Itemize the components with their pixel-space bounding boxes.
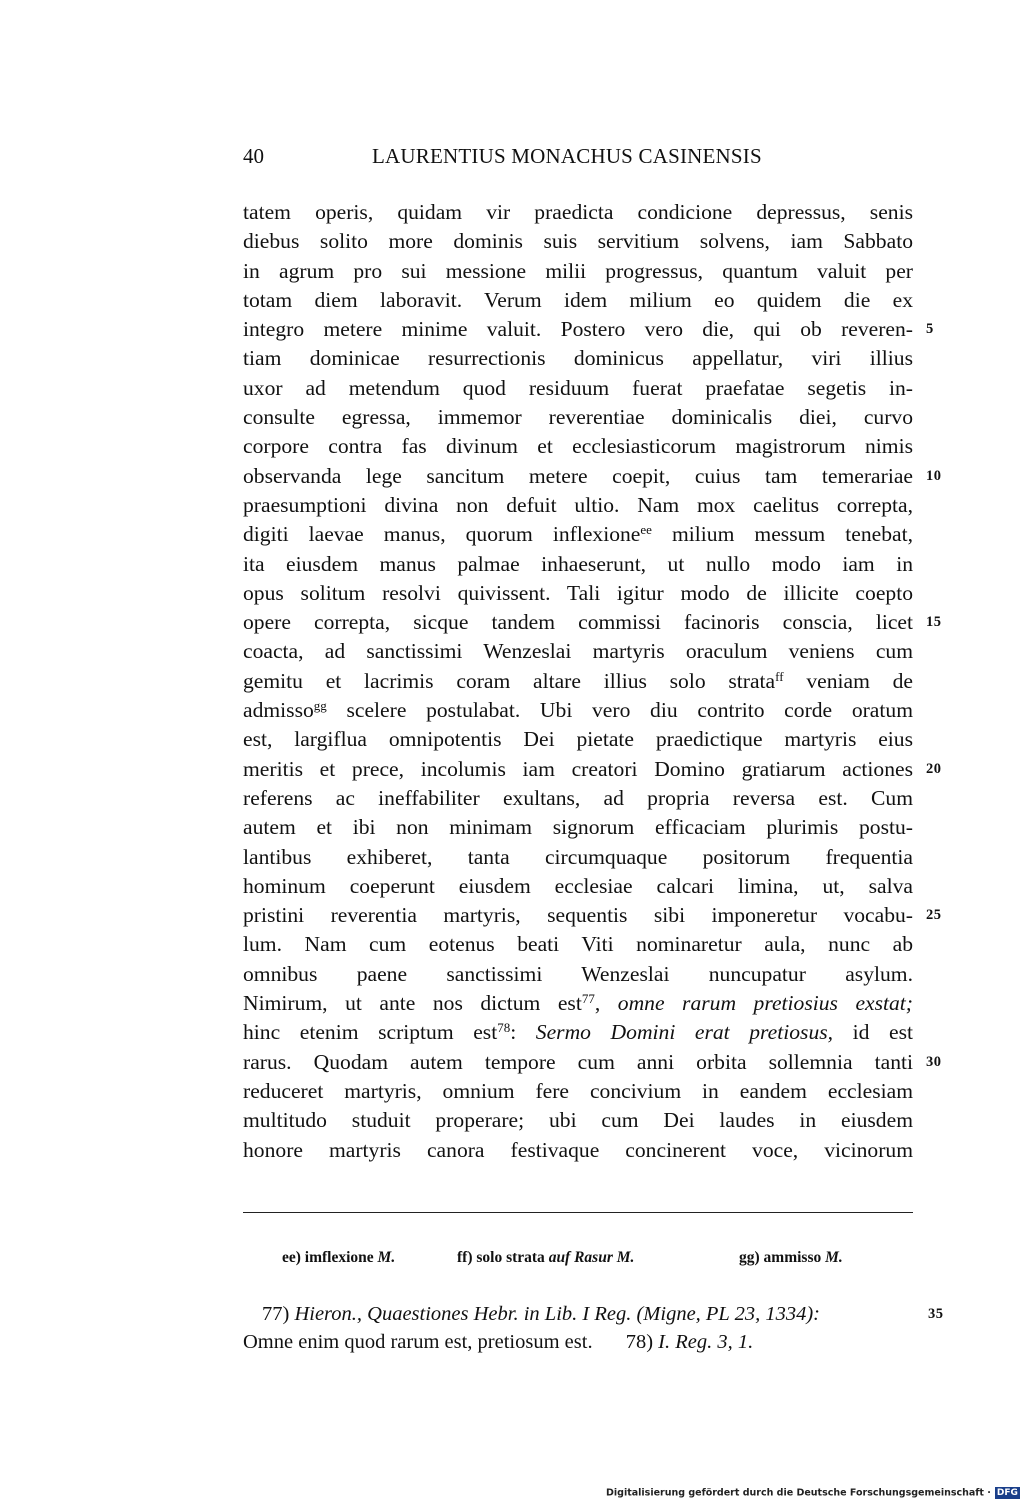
text-line-content: corpore contra fas divinum et ecclesiasticorum magistrorum nimis	[243, 434, 913, 459]
text-line	[243, 608, 942, 637]
text-line	[243, 491, 913, 520]
dfg-logo: DFG	[996, 1488, 1018, 1498]
text-line	[243, 462, 942, 491]
text-line-content: diebus solito more dominis suis servitium solvens, iam Sabbato	[243, 229, 913, 254]
line-number-5: 5	[926, 321, 934, 338]
apparatus-note-ff-text: ff) solo strata	[457, 1249, 545, 1266]
text-line-content: autem et ibi non minimam signorum efficaciam plurimis postu-	[243, 815, 913, 840]
text-line-content: admisso$^{gg}$ scelere postulabat. Ubi vero diu contrito corde oratum	[243, 698, 913, 723]
line-number-30: 30	[926, 1053, 942, 1070]
footnote-divider	[243, 1212, 913, 1213]
text-line	[243, 930, 913, 959]
text-line-content: lum. Nam cum eotenus beati Viti nominaretur aula, nunc ab	[243, 932, 913, 957]
line-number-10: 10	[926, 467, 942, 484]
apparatus-note-ee	[282, 1249, 395, 1267]
text-line-content: integro metere minime valuit. Postero vero die, qui ob reveren-	[243, 317, 913, 342]
text-line	[243, 520, 913, 549]
source-note-77-quote: Omne enim quod rarum est, pretiosum est.	[243, 1331, 593, 1353]
source-note-78-citation: I. Reg. 3, 1.	[658, 1331, 754, 1353]
source-note-77-continued	[243, 1328, 943, 1356]
text-line	[243, 1018, 913, 1047]
text-line-content: coacta, ad sanctissimi Wenzeslai martyris oraculum veniens cum	[243, 639, 913, 664]
text-line	[243, 843, 913, 872]
apparatus-note-ee-siglum: M.	[377, 1249, 396, 1266]
text-line-content: hominum coeperunt eiusdem ecclesiae calcari limina, ut, salva	[243, 873, 913, 898]
source-note-77-citation: Hieron., Quaestiones Hebr. in Lib. I Reg. (Migne, PL 23, 1334):	[294, 1303, 820, 1325]
text-line	[243, 550, 913, 579]
text-line	[243, 1136, 913, 1165]
text-line-content: lantibus exhiberet, tanta circumquaque positorum frequentia	[243, 844, 913, 869]
main-text	[243, 198, 942, 1165]
text-line-content: totam diem laboravit. Verum idem milium eo quidem die ex	[243, 287, 913, 312]
text-line	[243, 257, 913, 286]
text-line-content: in agrum pro sui messione milii progressus, quantum valuit per	[243, 258, 913, 283]
text-line-content: ita eiusdem manus palmae inhaeserunt, ut nullo modo iam in	[243, 551, 913, 576]
text-line	[243, 872, 913, 901]
text-line	[243, 725, 913, 754]
text-line	[243, 784, 913, 813]
text-line-content: honore martyris canora festivaque concinerent voce, vicinorum	[243, 1137, 913, 1162]
text-line	[243, 960, 913, 989]
text-line-content: rarus. Quodam autem tempore cum anni orbita sollemnia tanti	[243, 1049, 913, 1074]
text-line	[243, 989, 913, 1018]
apparatus-note-ff-rest: auf Rasur M.	[548, 1249, 635, 1266]
text-line-content: pristini reverentia martyris, sequentis sibi imponeretur vocabu-	[243, 903, 913, 928]
text-line	[243, 1106, 913, 1135]
text-line-content: gemitu et lacrimis coram altare illius solo strata$^{ff}$ veniam de	[243, 668, 913, 693]
text-line	[243, 198, 913, 227]
source-note-77	[243, 1300, 943, 1328]
line-number-15: 15	[926, 614, 942, 631]
source-notes	[243, 1300, 943, 1356]
text-line	[243, 637, 913, 666]
line-number-25: 25	[926, 907, 942, 924]
text-line-content: opere correpta, sicque tandem commissi facinoris conscia, licet	[243, 610, 913, 635]
text-line-content: referens ac ineffabiliter exultans, ad propria reversa est. Cum	[243, 785, 913, 810]
running-header	[243, 144, 913, 176]
text-line	[243, 315, 934, 344]
text-line	[243, 755, 942, 784]
apparatus-note-gg-siglum: M.	[825, 1249, 843, 1266]
text-line	[243, 344, 913, 373]
text-line	[243, 667, 913, 696]
running-title: LAURENTIUS MONACHUS CASINENSIS	[372, 144, 762, 168]
text-line-content: praesumptioni divina non defuit ultio. Nam mox caelitus correpta,	[243, 492, 913, 517]
text-line-content: opus solitum resolvi quivissent. Tali igitur modo de illicite coepto	[243, 580, 913, 605]
apparatus-note-ee-text: ee) imflexione	[282, 1249, 374, 1266]
text-line-content: tiam dominicae resurrectionis dominicus appellatur, viri illius	[243, 346, 913, 371]
digitization-credit	[606, 1487, 1018, 1503]
text-line-content: reduceret martyris, omnium fere concivium in eandem ecclesiam	[243, 1078, 913, 1103]
text-line-content: consulte egressa, immemor reverentiae dominicalis diei, curvo	[243, 405, 913, 430]
text-line	[243, 374, 913, 403]
apparatus-note-gg-text: gg) ammisso	[739, 1249, 822, 1266]
text-line-content: multitudo studuit properare; ubi cum Dei laudes in eiusdem	[243, 1108, 913, 1133]
text-line	[243, 1077, 913, 1106]
text-line	[243, 813, 913, 842]
text-line-content: uxor ad metendum quod residuum fuerat praefatae segetis in-	[243, 375, 913, 400]
digitization-credit-text: Digitalisierung gefördert durch die Deutsche Forschungsgemeinschaft ·	[606, 1487, 991, 1499]
text-line-content: hinc etenim scriptum est$^{78}$: Sermo Domini erat pretiosus, id est	[243, 1020, 913, 1045]
source-note-77-number: 77)	[262, 1303, 290, 1325]
text-line-content: omnibus paene sanctissimi Wenzeslai nuncupatur asylum.	[243, 961, 913, 986]
text-line	[243, 432, 913, 461]
text-line-content: digiti laevae manus, quorum inflexione$^{ee}$ milium messum tenebat,	[243, 522, 913, 547]
apparatus-note-gg	[739, 1249, 843, 1267]
line-number-35: 35	[928, 1306, 944, 1322]
apparatus-note-ff	[457, 1249, 634, 1267]
text-line	[243, 227, 913, 256]
text-line-content: est, largiflua omnipotentis Dei pietate praedictique martyris eius	[243, 727, 913, 752]
text-line	[243, 286, 913, 315]
text-line	[243, 579, 913, 608]
text-line-content: meritis et prece, incolumis iam creatori Domino gratiarum actiones	[243, 756, 913, 781]
text-line	[243, 901, 942, 930]
text-line-content: Nimirum, ut ante nos dictum est$^{77}$, omne rarum pretiosius exstat;	[243, 991, 914, 1016]
text-line-content: observanda lege sancitum metere coepit, cuius tam temerariae	[243, 463, 913, 488]
text-line	[243, 696, 913, 725]
page-number: 40	[243, 144, 264, 168]
line-number-20: 20	[926, 760, 942, 777]
source-note-78-number: 78)	[625, 1331, 654, 1353]
text-line	[243, 403, 913, 432]
text-line-content: tatem operis, quidam vir praedicta condicione depressus, senis	[243, 200, 913, 224]
text-line	[243, 1048, 942, 1077]
